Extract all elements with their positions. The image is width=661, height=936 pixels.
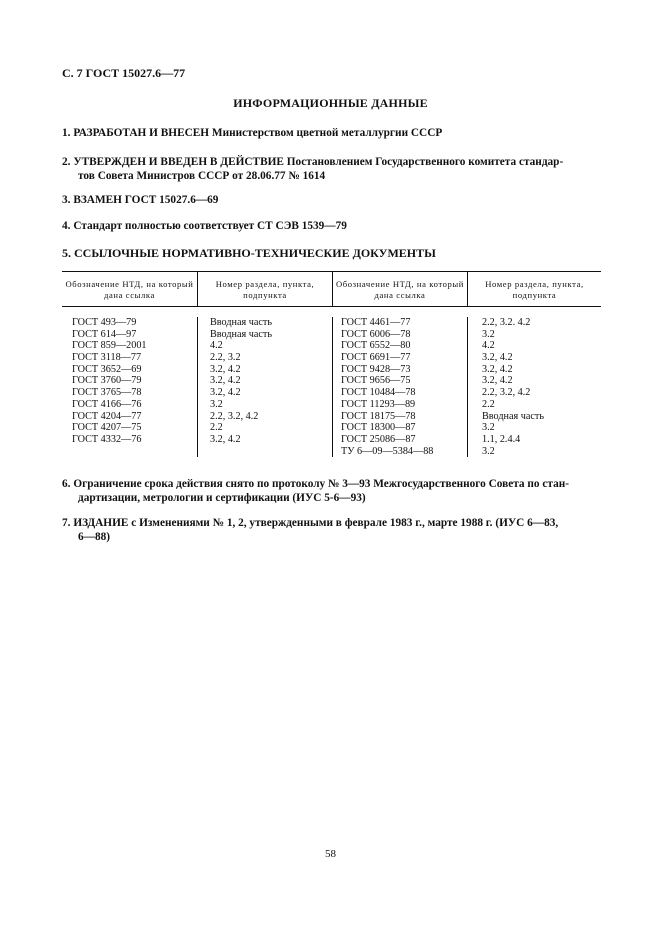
right-section-column [467, 317, 601, 457]
item-lead: РАЗРАБОТАН И ВНЕСЕН [73, 127, 210, 139]
table-cell-doc: ГОСТ 493—79 [72, 317, 137, 328]
table-cell-doc: ГОСТ 4461—77 [341, 317, 411, 328]
table-cell-doc: ГОСТ 4166—76 [72, 398, 142, 410]
table-cell-section: 2.2 [210, 422, 223, 434]
table-cell-doc: ГОСТ 614—97 [72, 328, 137, 340]
page-number: 58 [325, 848, 336, 860]
table-cell-doc: ГОСТ 859—2001 [72, 340, 147, 352]
table-cell-doc: ГОСТ 3118—77 [72, 352, 142, 364]
table-cell-section: 3.2 [482, 422, 495, 434]
info-item-6 [62, 477, 610, 505]
info-item-1 [62, 126, 610, 140]
table-cell-doc: ГОСТ 4207—75 [72, 422, 142, 434]
table-cell-section: Вводная часть [482, 410, 544, 422]
left-doc-column [62, 317, 197, 457]
table-header-cell: Обозначение НТД, на который дана ссылка [65, 279, 194, 300]
table-cell-section: 3.2, 4.2 [482, 352, 513, 364]
table-cell-doc: ГОСТ 25086—87 [341, 433, 416, 445]
section-title: ИНФОРМАЦИОННЫЕ ДАННЫЕ [233, 96, 428, 110]
table-cell-doc: ГОСТ 3652—69 [72, 363, 142, 375]
item-text: Стандарт полностью соответствует СТ СЭВ 1539—79 [73, 220, 347, 232]
info-item-2 [62, 155, 610, 183]
item-lead: ВЗАМЕН ГОСТ 15027.6—69 [73, 194, 219, 206]
table-cell-section: Вводная часть [210, 328, 272, 340]
table-cell-doc: ГОСТ 10484—78 [341, 387, 416, 399]
info-item-4 [62, 219, 610, 233]
table-cell-doc: ГОСТ 9428—73 [341, 363, 411, 375]
item-number: 7. [62, 517, 71, 529]
item-lead: УТВЕРЖДЕН И ВВЕДЕН В ДЕЙСТВИЕ [73, 156, 284, 168]
table-cell-doc: ГОСТ 18175—78 [341, 410, 416, 422]
table-cell-section: 3.2 [482, 328, 495, 340]
item-text: с Изменениями № 1, 2, утвержденными в феврале 1983 г., марте 1988 г. (ИУС 6—83, [131, 517, 559, 529]
table-cell-section: 3.2, 4.2 [210, 387, 241, 399]
table-cell-doc: ГОСТ 6691—77 [341, 352, 411, 364]
table-cell-section: 2.2 [482, 398, 495, 410]
item-continuation: дартизации, метрологии и сертификации (ИУС 5-6—93) [78, 492, 366, 504]
table-cell-doc: ГОСТ 4332—76 [72, 433, 142, 445]
table-cell-section: 2.2, 3.2, 4.2 [210, 410, 259, 422]
table-cell-section: 3.2, 4.2 [210, 433, 241, 445]
table-cell-doc: ГОСТ 6552—80 [341, 340, 411, 352]
table-cell-doc: ТУ 6—09—5384—88 [341, 445, 434, 457]
table-cell-section: 2.2, 3.2 [210, 352, 241, 364]
table-cell-section: 4.2 [210, 340, 223, 352]
table-cell-section: 2.2, 3.2, 4.2 [482, 387, 531, 399]
table-header-cell: Обозначение НТД, на который дана ссылка [332, 272, 467, 306]
item-number: 1. [62, 127, 71, 139]
table-body [62, 307, 601, 457]
table-cell-section: Вводная часть [210, 317, 272, 328]
table-header-cell: Номер раздела, пункта, подпункта [467, 272, 601, 306]
table-cell-section: 3.2, 4.2 [210, 375, 241, 387]
right-doc-column [332, 317, 467, 457]
table-cell-doc: ГОСТ 3765—78 [72, 387, 142, 399]
info-item-7 [62, 516, 610, 544]
item-number: 3. [62, 194, 71, 206]
item-text: Постановлением Государственного комитета стандар- [286, 156, 564, 168]
table-header-row [62, 272, 601, 307]
table-cell-section: 3.2 [210, 398, 223, 410]
item-number: 6. [62, 478, 71, 490]
table-cell-doc: ГОСТ 3760—79 [72, 375, 142, 387]
item-lead: ИЗДАНИЕ [73, 517, 129, 529]
table-header-cell: Номер раздела, пункта, подпункта [197, 272, 332, 306]
item-number: 2. [62, 156, 71, 168]
item-number: 5. [62, 246, 71, 260]
table-cell-section: 2.2, 3.2. 4.2 [482, 317, 531, 328]
table-cell-section: 3.2, 4.2 [482, 363, 513, 375]
item-continuation: 6—88) [78, 531, 111, 543]
table-cell-doc: ГОСТ 11293—89 [341, 398, 416, 410]
table-cell-doc: ГОСТ 18300—87 [341, 422, 416, 434]
item-continuation: тов Совета Министров СССР от 28.06.77 № 1614 [78, 170, 326, 182]
table-cell-section: 3.2 [482, 445, 495, 457]
table-cell-section: 4.2 [482, 340, 495, 352]
table-cell-doc: ГОСТ 9656—75 [341, 375, 411, 387]
table-cell-section: 3.2, 4.2 [210, 363, 241, 375]
reference-documents-table [62, 271, 601, 457]
item-lead: ССЫЛОЧНЫЕ НОРМАТИВНО-ТЕХНИЧЕСКИЕ ДОКУМЕНТЫ [74, 246, 436, 260]
table-cell-doc: ГОСТ 4204—77 [72, 410, 142, 422]
item-number: 4. [62, 220, 71, 232]
table-cell-doc: ГОСТ 6006—78 [341, 328, 411, 340]
table-cell-section: 1.1, 2.4.4 [482, 433, 521, 445]
item-text: Министерством цветной металлургии СССР [211, 127, 443, 139]
info-item-5 [62, 246, 610, 260]
item-text: Ограничение срока действия снято по протоколу № 3—93 Межгосударственного Совета по стан- [73, 478, 569, 490]
info-item-3 [62, 193, 610, 207]
table-cell-section: 3.2, 4.2 [482, 375, 513, 387]
left-section-column [197, 317, 332, 457]
page-header: С. 7 ГОСТ 15027.6—77 [62, 66, 186, 80]
